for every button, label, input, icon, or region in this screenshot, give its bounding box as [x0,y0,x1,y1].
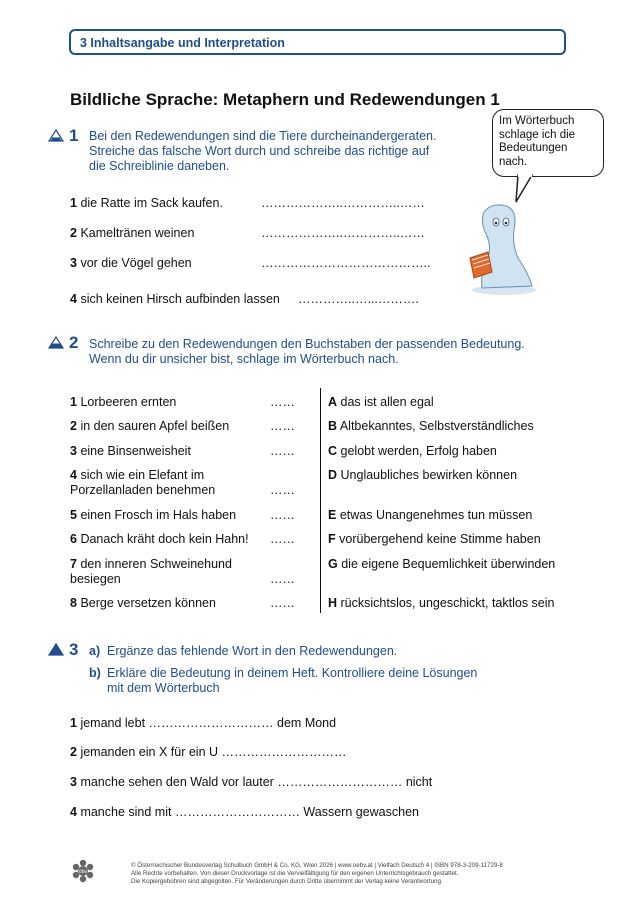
fill-in-item: 1 jemand lebt ………………………… dem Mond [70,716,337,730]
write-line[interactable]: ………………..…………..…… [261,226,425,240]
write-line[interactable]: ………………..…………..…… [261,196,425,210]
task-number: 2 [69,333,79,352]
list-item: 4 sich keinen Hirsch aufbinden lassen [70,292,280,306]
idiom-item: 3 eine Binsenweisheit [70,444,191,458]
meaning-item: A das ist allen egal [328,395,434,409]
footer-line: Alle Rechte vorbehalten. Von dieser Druckvorlage ist die Vervielfältigung für den eigenen Unterrichtsgebrauch gestattet. [131,870,459,877]
idiom-item: 2 in den sauren Apfel beißen [70,419,230,433]
footer-line: Die Kopiergebühren sind abgegolten. Für Veränderungen durch Dritte übernimmt der Verlag keine Verantwortung. [131,878,443,885]
subtask-label-b: b) [89,666,101,680]
publisher-logo [70,858,96,884]
instruction-line: Wenn du dir unsicher bist, schlage im Wörterbuch nach. [89,352,399,366]
idiom-item: 1 Lorbeeren ernten [70,395,177,409]
idiom-item: 5 einen Frosch im Hals haben [70,508,237,522]
fill-blank[interactable]: ………………………… [148,716,274,730]
answer-blank[interactable]: …… [270,508,295,522]
speech-bubble: Im Wörterbuch schlage ich die Bedeutungen nach. [492,109,604,177]
list-item: 3 vor die Vögel gehen [70,256,192,270]
fill-blank[interactable]: ………………………… [174,805,300,819]
idiom-item: 4 sich wie ein Elefant im Porzellanladen benehmen [70,468,216,497]
answer-blank[interactable]: …… [270,532,295,546]
meaning-item: C gelobt werden, Erfolg haben [328,444,497,458]
task-number: 1 [69,126,79,145]
fill-in-item: 4 manche sind mit ………………………… Wassern gewaschen [70,805,419,819]
instruction-line: Streiche das falsche Wort durch und schreibe das richtige auf [89,144,430,158]
list-item: 2 Kameltränen weinen [70,226,195,240]
write-line[interactable]: …………..…...………. [298,292,419,306]
list-item: 1 die Ratte im Sack kaufen. [70,196,223,210]
meaning-item: G die eigene Bequemlichkeit überwinden [328,557,556,571]
subtask-a-text: Ergänze das fehlende Wort in den Redewendungen. [107,644,398,658]
meaning-item: B Altbekanntes, Selbstverständliches [328,419,534,433]
fill-in-item: 3 manche sehen den Wald vor lauter ………………………… nicht [70,775,433,789]
meaning-item: E etwas Unangenehmes tun müssen [328,508,533,522]
answer-blank[interactable]: …… [270,444,295,458]
idiom-item: 7 den inneren Schweinehund besiegen [70,557,232,586]
meaning-item: D Unglaubliches bewirken können [328,468,518,482]
difficulty-level-3-icon [48,643,64,656]
task1-instruction [89,129,436,174]
write-line[interactable]: ………………………………….. [261,256,431,270]
fill-in-item: 2 jemanden ein X für ein U ………………………… [70,745,347,759]
instruction-line: mit dem Wörterbuch [107,681,220,695]
copyright-footer [131,862,503,886]
difficulty-level-1-icon [48,129,64,142]
idiom-item: 6 Danach kräht doch kein Hahn! [70,532,249,546]
answer-blank[interactable]: …… [270,572,295,586]
task-number: 3 [69,640,79,659]
idiom-item: 8 Berge versetzen können [70,596,216,610]
instruction-line: Bei den Redewendungen sind die Tiere durcheinandergeraten. [89,129,437,143]
instruction-line: die Schreiblinie daneben. [89,159,230,173]
reading-ghost-illustration [462,200,542,296]
footer-line: © Österreichischer Bundesverlag Schulbuch GmbH & Co. KG, Wien 2026 | www.oebv.at | Vielfach Deutsch 4 | ISBN 978-3-209-11729-8 [131,862,503,869]
answer-blank[interactable]: …… [270,596,295,610]
column-divider [320,388,321,613]
svg-text:öbv: öbv [78,869,88,875]
instruction-line: Erkläre die Bedeutung in deinem Heft. Kontrolliere deine Lösungen [107,666,478,680]
chapter-header: 3 Inhaltsangabe und Interpretation [80,36,285,50]
fill-blank[interactable]: ………………………… [277,775,403,789]
difficulty-level-2-icon [48,336,64,349]
subtask-label-a: a) [89,644,101,658]
instruction-line: Schreibe zu den Redewendungen den Buchstaben der passenden Bedeutung. [89,337,525,351]
answer-blank[interactable]: …… [270,395,295,409]
meaning-item: F vorübergehend keine Stimme haben [328,532,541,546]
task2-instruction [89,337,525,367]
fill-blank[interactable]: ………………………… [221,745,347,759]
subtask-b-text [107,666,477,696]
page-title: Bildliche Sprache: Metaphern und Redewendungen 1 [70,90,500,109]
answer-blank[interactable]: …… [270,483,295,497]
meaning-item: H rücksichtslos, ungeschickt, taktlos sein [328,596,555,610]
answer-blank[interactable]: …… [270,419,295,433]
